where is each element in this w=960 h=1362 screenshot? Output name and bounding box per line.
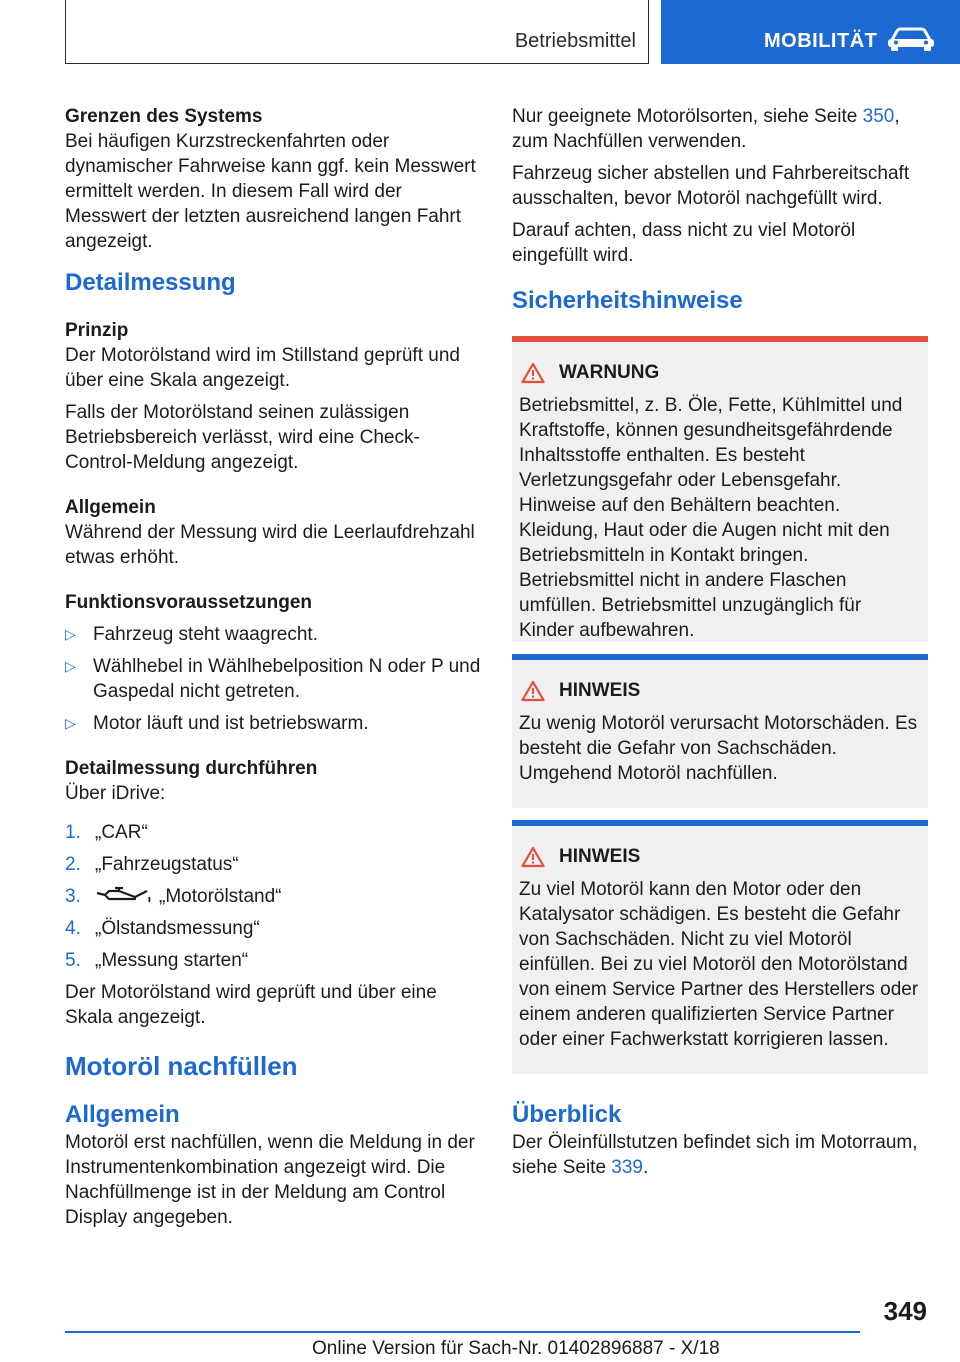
note-title: HINWEIS [559,846,641,867]
note-title: HINWEIS [559,680,641,701]
warning-triangle-icon [521,362,545,384]
step-item: 3. „Motorölstand“ [65,886,282,907]
warning-title: WARNUNG [559,362,660,383]
note-box [512,654,928,808]
general-text: Während der Messung wird die Leerlaufdrehzahl etwas erhöht. [65,522,475,568]
park-text: Fahrzeug sicher abstellen und Fahrbereitschaft ausschalten, bevor Motoröl nachgefüllt wird. [512,163,910,209]
oil-can-icon [95,885,153,907]
step-item: 4. „Ölstandsmessung“ [65,918,260,939]
left-column [65,104,481,1237]
step-item: 5. „Messung starten“ [65,950,249,971]
chapter-tab[interactable] [661,0,960,64]
note-text: Zu viel Motoröl kann den Motor oder den Katalysator schädigen. Es besteht die Gefahr von Sachschäden. Nicht zu viel Motoröl einfüllen. Bei zu viel Motoröl den Motorölstand von einem Service Partner des Herstellers oder einem anderen qualifizierten Service Partner oder einer Fachwerkstatt korrigieren lassen. [519,879,919,1050]
perform-heading: Detailmessung durchführen [65,758,318,779]
detail-heading: Detailmessung [65,269,236,296]
page-number: 349 [883,1296,927,1326]
safety-heading: Sicherheitshinweise [512,287,743,314]
overview-text: Der Öleinfüllstutzen befindet sich im Motorraum, siehe Seite 339. [512,1132,918,1178]
right-column [512,104,928,1187]
refill-heading: Motoröl nachfüllen [65,1051,298,1081]
triangle-bullet-icon: ▷ [65,658,76,674]
warning-text: Betriebsmittel, z. B. Öle, Fette, Kühlmittel und Kraftstoffe, können gesundheitsgefährdende Inhaltsstoffe enthalten. Es besteht Verletzungsgefahr oder Lebensgefahr. Hinweise auf den Behältern beachten. Kleidung, Haut oder die Augen nicht mit den Betriebsmitteln in Kontakt bringen. Betriebsmittel nicht in andere Flaschen umfüllen. Betriebsmittel unzugänglich für Kinder aufbewahren. [519,395,903,641]
warning-triangle-icon [521,846,545,868]
header-section-box [65,0,649,64]
triangle-bullet-icon: ▷ [65,715,76,731]
step-item: 2. „Fahrzeugstatus“ [65,854,239,875]
principle-heading: Prinzip [65,320,129,341]
note-box [512,820,928,1074]
principle-text-2: Falls der Motorölstand seinen zulässigen Betriebsbereich verlässt, wird eine Check-Control-Meldung angezeigt. [65,402,420,473]
prereq-heading: Funktionsvoraussetzungen [65,592,313,613]
list-item: ▷ Fahrzeug steht waagrecht. [65,624,318,645]
step-item: 1. „CAR“ [65,822,148,843]
car-icon [886,26,936,52]
footer-divider [65,1331,860,1333]
page-link[interactable]: 339 [611,1157,643,1178]
note-text: Zu wenig Motoröl verursacht Motorschäden. Es besteht die Gefahr von Sachschäden. Umgehend Motoröl nachfüllen. [519,713,918,784]
section-title: Betriebsmittel [514,30,636,52]
footer-version-text: Online Version für Sach-Nr. 01402896887 - X/18 [312,1338,720,1359]
via-idrive: Über iDrive: [65,783,166,804]
warning-box [512,336,928,642]
refill-general-heading: Allgemein [65,1101,180,1128]
refill-text: Motoröl erst nachfüllen, wenn die Meldung in der Instrumentenkombination angezeigt wird. Die Nachfüllmenge ist in der Meldung am Control Display angegeben. [65,1132,475,1228]
result-text: Der Motorölstand wird geprüft und über eine Skala angezeigt. [65,982,437,1028]
warning-triangle-icon [521,680,545,702]
limits-text: Bei häufigen Kurzstreckenfahrten oder dynamischer Fahrweise kann ggf. kein Messwert ermittelt werden. In diesem Fall wird der Messwert der letzten ausreichend langen Fahrt angezeigt. [65,131,476,252]
oil-type-text: Nur geeignete Motorölsorten, siehe Seite 350, zum Nachfüllen verwenden. [512,106,900,152]
list-item: ▷ Wählhebel in Wählhebelposition N oder P und Gaspedal nicht getreten. [65,656,481,702]
list-item: ▷ Motor läuft und ist betriebswarm. [65,713,369,734]
page-link[interactable]: 350 [862,106,895,127]
chapter-tab-label: MOBILITÄT [764,30,878,52]
principle-text-1: Der Motorölstand wird im Stillstand geprüft und über eine Skala angezeigt. [65,345,460,391]
general-heading: Allgemein [65,497,156,518]
overview-heading: Überblick [512,1101,622,1128]
triangle-bullet-icon: ▷ [65,626,76,642]
limits-heading: Grenzen des Systems [65,106,263,127]
care-text: Darauf achten, dass nicht zu viel Motoröl eingefüllt wird. [512,220,856,266]
